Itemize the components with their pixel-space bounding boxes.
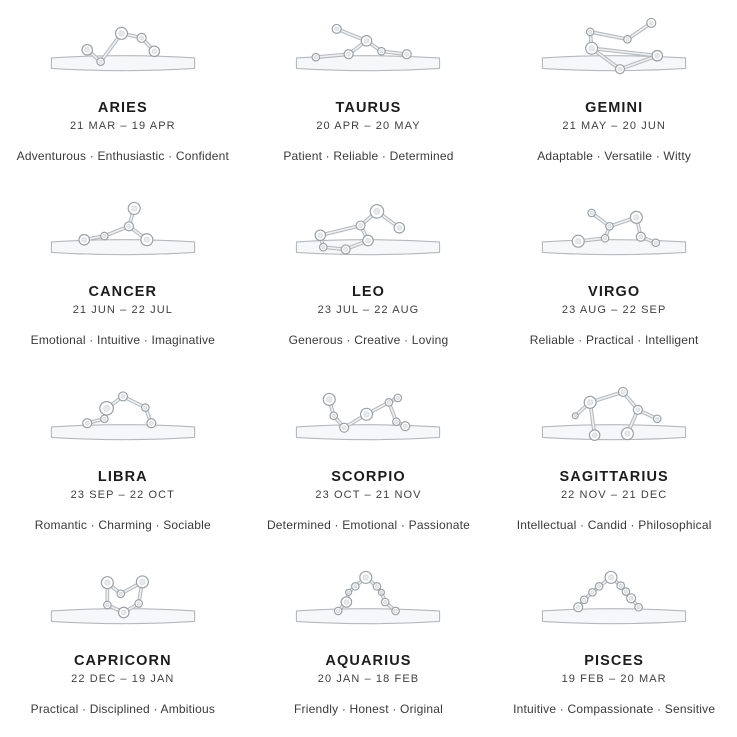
aries-constellation-ring-icon (28, 11, 218, 93)
sign-name: LIBRA (97, 468, 148, 485)
sign-date-range: 22 DEC – 19 JAN (71, 672, 175, 685)
zodiac-cell-gemini (491, 0, 737, 184)
sign-date-range: 19 FEB – 20 MAR (561, 672, 667, 685)
leo-constellation-ring-icon (273, 195, 463, 277)
sign-name: VIRGO (588, 284, 641, 301)
sign-traits: Adventurous · Enthusiastic · Confident (16, 149, 230, 163)
sign-name: SCORPIO (331, 468, 406, 485)
sign-traits: Patient · Reliable · Determined (283, 149, 454, 163)
sign-date-range: 22 NOV – 21 DEC (560, 488, 668, 501)
scorpio-constellation-ring-icon (273, 380, 463, 462)
aquarius-constellation-ring-icon (273, 564, 463, 646)
sign-traits: Intellectual · Candid · Philosophical (516, 517, 712, 532)
zodiac-cell-sagittarius (491, 369, 737, 553)
sign-name: AQUARIUS (325, 652, 412, 669)
sign-traits: Determined · Emotional · Passionate (266, 517, 471, 532)
sign-date-range: 21 JUN – 22 JUL (72, 304, 173, 317)
sign-date-range: 20 JAN – 18 FEB (317, 672, 420, 685)
sign-date-range: 21 MAY – 20 JUN (562, 120, 666, 132)
zodiac-cell-aries (0, 0, 246, 184)
zodiac-cell-pisces (491, 553, 737, 737)
zodiac-cell-aquarius (246, 553, 492, 737)
sign-name: GEMINI (585, 100, 644, 116)
sign-date-range: 23 JUL – 22 AUG (317, 304, 420, 317)
sign-traits: Generous · Creative · Loving (288, 333, 449, 348)
sign-traits: Reliable · Practical · Intelligent (529, 333, 699, 348)
zodiac-cell-virgo (491, 184, 737, 368)
sign-name: CANCER (88, 284, 158, 301)
sign-traits: Practical · Disciplined · Ambitious (30, 701, 216, 716)
zodiac-cell-taurus (246, 0, 492, 184)
sign-name: CAPRICORN (73, 652, 172, 669)
sign-traits: Adaptable · Versatile · Witty (537, 149, 692, 163)
sign-name: LEO (351, 284, 386, 301)
sign-name: PISCES (584, 652, 645, 669)
pisces-constellation-ring-icon (519, 564, 709, 646)
zodiac-cell-cancer (0, 184, 246, 368)
sign-name: ARIES (97, 100, 148, 116)
zodiac-cell-libra (0, 369, 246, 553)
zodiac-cell-capricorn (0, 553, 246, 737)
sign-date-range: 23 AUG – 22 SEP (561, 304, 667, 317)
zodiac-cell-leo (246, 184, 492, 368)
sign-date-range: 23 OCT – 21 NOV (315, 488, 422, 501)
sign-traits: Emotional · Intuitive · Imaginative (30, 333, 216, 348)
sign-name: TAURUS (335, 100, 402, 116)
taurus-constellation-ring-icon (273, 11, 463, 93)
sign-traits: Friendly · Honest · Original (294, 701, 443, 716)
virgo-constellation-ring-icon (519, 195, 709, 277)
capricorn-constellation-ring-icon (28, 564, 218, 646)
sign-traits: Intuitive · Compassionate · Sensitive (513, 701, 716, 716)
gemini-constellation-ring-icon (519, 11, 709, 93)
zodiac-cell-scorpio (246, 369, 492, 553)
sign-date-range: 20 APR – 20 MAY (316, 120, 421, 132)
sign-date-range: 23 SEP – 22 OCT (70, 488, 175, 501)
sagittarius-constellation-ring-icon (519, 380, 709, 462)
sign-name: SAGITTARIUS (559, 468, 669, 485)
sign-traits: Romantic · Charming · Sociable (34, 517, 211, 532)
cancer-constellation-ring-icon (28, 195, 218, 277)
sign-date-range: 21 MAR – 19 APR (69, 120, 176, 132)
libra-constellation-ring-icon (28, 380, 218, 462)
